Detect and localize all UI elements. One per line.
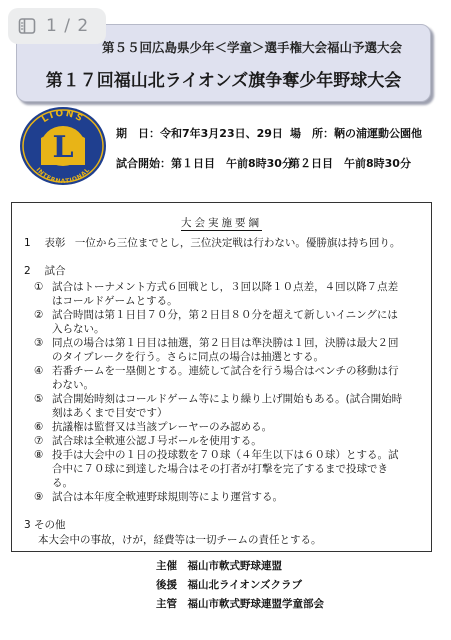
host-line: 主催 福山市軟式野球連盟 [156, 560, 282, 572]
rule-item [34, 420, 424, 434]
rule-text: 試合球は全軟連公認Ｊ号ボールを使用する。 [52, 435, 262, 447]
rule-number: ② [34, 309, 44, 321]
date-label: 期 日： [116, 127, 160, 140]
rule-text: 同点の場合は第１日目は抽選，第２日目は準決勝は１回，決勝は最大２回 のタイブレークを行う。さらに同点の場合は抽選とする。 [52, 337, 399, 363]
rule-number: ④ [34, 365, 44, 377]
date-value: 令和7年3月23日、29日 [160, 127, 283, 140]
start-day1: 第１日目 午前8時30分 [171, 157, 293, 170]
emblem-bottom-text: INTERNATIONAL [34, 166, 92, 186]
rule-number: ⑨ [34, 491, 44, 503]
rule-text: 試合時間は第１日目７０分，第２日目８０分を超えて新しいイニングには 入らない。 [52, 309, 398, 335]
rule-number: ③ [34, 337, 44, 349]
rule-item [34, 434, 424, 448]
rule-item [34, 308, 424, 336]
venue-label: 場 所： [290, 127, 334, 140]
sponsor-line: 後援 福山北ライオンズクラブ [156, 579, 303, 591]
rule-item [34, 280, 424, 308]
rule-number: ⑤ [34, 393, 44, 405]
rule-item [34, 392, 424, 420]
rule-text: 抗議権は監督又は当該プレーヤーのみ認める。 [52, 421, 273, 433]
lions-emblem-icon [17, 105, 109, 187]
emblem-top-text: LIONS [40, 108, 86, 126]
rule-text: 試合はトーナメント方式６回戦とし，３回以降１０点差，４回以降７点差 はコールドゲームとする。 [52, 281, 399, 307]
rule-item [34, 364, 424, 392]
other-title: 3 その他 [24, 519, 66, 531]
tournament-title: 第１７回福山北ライオンズ旗争奪少年野球大会 [45, 71, 402, 91]
rule-text: 若番チームを一塁側とする。連続して試合を行う場合はベンチの移動は行 わない。 [52, 365, 399, 391]
rule-number: ⑧ [34, 449, 44, 461]
manager-line: 主管 福山市軟式野球連盟学童部会 [156, 598, 324, 610]
rules-heading: 大会実施要綱 [181, 217, 262, 229]
rule-number: ① [34, 281, 44, 293]
tournament-subtitle: 第５５回広島県少年＜学童＞選手権大会福山予選大会 [101, 40, 402, 55]
awards-section [24, 236, 400, 250]
awards-text: 一位から三位までとし，三位決定戦は行わない。優勝旗は持ち回り。 [74, 237, 401, 249]
awards-title: 1 表彰 [24, 237, 66, 249]
emblem-letter: L [52, 130, 74, 165]
rule-text: 試合は本年度全軟連野球規則等により運営する。 [52, 491, 283, 503]
page-indicator[interactable] [8, 8, 106, 44]
rule-text: 試合開始時刻はコールドゲーム等により繰り上げ開始もある。(試合開始時 刻はあくまで目安です） [52, 393, 403, 419]
games-title: 2 試合 [24, 265, 66, 277]
rule-text: 投手は大会中の１日の投球数を７０球（４年生以下は６０球）とする。試 合中に７０球に到達した場合はその打者が打撃を完了するまで投球でき る。 [52, 449, 399, 489]
rules-box [11, 202, 432, 552]
other-text: 本大会中の事故，けが，経費等は一切チームの責任とする。 [38, 534, 322, 546]
start-day2: 第２日目 午前8時30分 [289, 157, 411, 170]
rule-number: ⑥ [34, 421, 44, 433]
start-label: 試合開始： [116, 157, 171, 170]
rule-number: ⑦ [34, 435, 44, 447]
rule-item [34, 490, 424, 504]
rule-item [34, 336, 424, 364]
page-list-icon [18, 17, 36, 35]
page-counter: 1 / 2 [46, 16, 90, 36]
venue-value: 鞆の浦運動公園他 [334, 127, 422, 140]
rule-item [34, 448, 424, 490]
